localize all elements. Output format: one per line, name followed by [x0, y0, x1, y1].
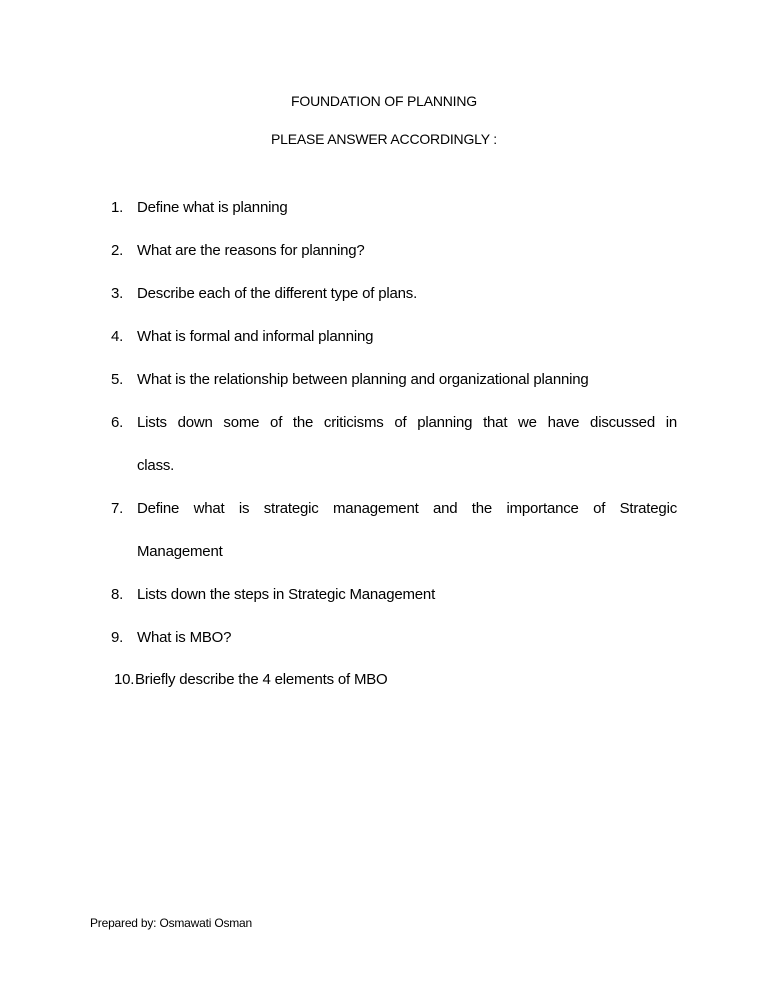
question-text: Describe each of the different type of plans.	[137, 285, 418, 302]
question-number: 8.	[111, 586, 124, 603]
question-number: 9.	[111, 629, 124, 646]
question-text: What is the relationship between planning and organizational planning	[137, 371, 589, 388]
question-number: 10.	[114, 671, 135, 688]
document-title-text: FOUNDATION OF PLANNING	[291, 93, 477, 109]
question-number: 6.	[111, 414, 124, 431]
question-number: 4.	[111, 328, 124, 345]
question-text: What are the reasons for planning?	[137, 242, 365, 259]
question-text: What is formal and informal planning	[137, 328, 374, 345]
question-text: Define what is planning	[137, 199, 288, 216]
document-subtitle-text: PLEASE ANSWER ACCORDINGLY :	[271, 131, 497, 147]
question-number: 3.	[111, 285, 124, 302]
document-footer: Prepared by: Osmawati Osman	[90, 916, 252, 930]
question-text: Lists down the steps in Strategic Management	[137, 586, 436, 603]
question-number: 7.	[111, 500, 124, 517]
question-text: Define what is strategic management and the importance of Strategic	[137, 500, 677, 517]
question-text: Lists down some of the criticisms of planning that we have discussed in	[137, 414, 677, 431]
question-text: What is MBO?	[137, 629, 232, 646]
question-number: 2.	[111, 242, 124, 259]
question-text-continued: Management	[137, 543, 223, 560]
question-text-continued: class.	[137, 457, 175, 474]
question-text: Briefly describe the 4 elements of MBO	[135, 671, 388, 688]
question-number: 5.	[111, 371, 124, 388]
question-number: 1.	[111, 199, 124, 216]
